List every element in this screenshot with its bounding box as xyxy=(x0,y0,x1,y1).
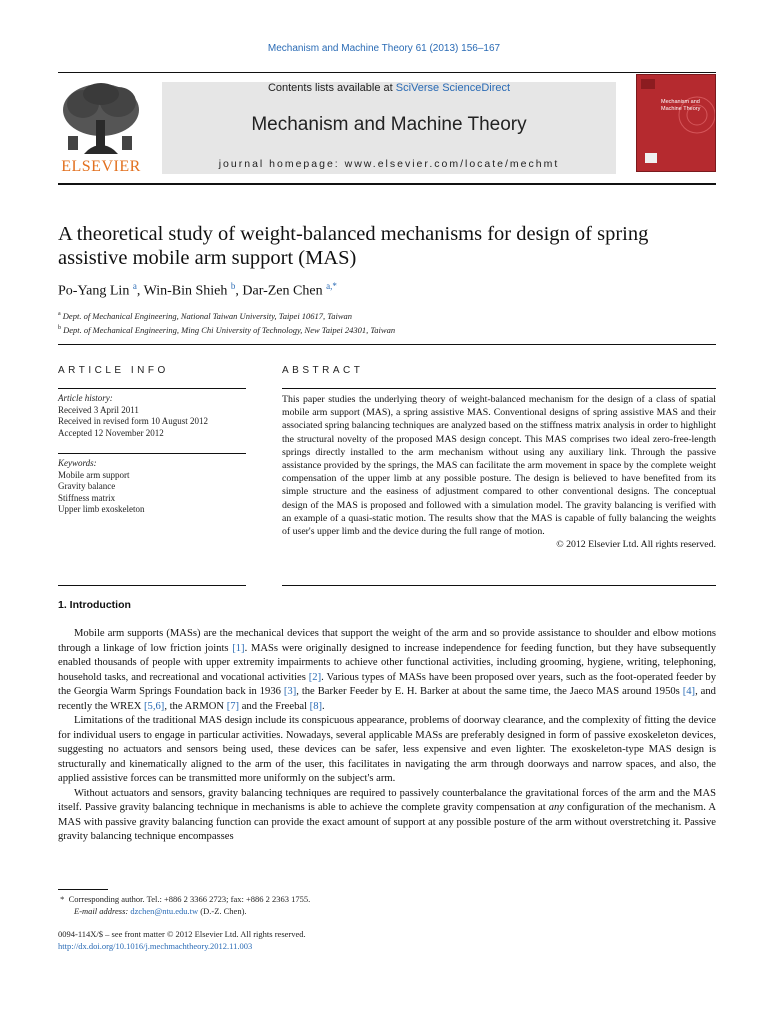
introduction-body xyxy=(58,627,716,845)
reference-link[interactable]: [8] xyxy=(309,700,323,712)
keywords-rule xyxy=(58,453,246,454)
text-run: . Various types of MASs have been proposed over years, such as the foot-operated feeder by the Georgia Warm Springs Foundation back in 1936 xyxy=(58,671,716,697)
emphasis: any xyxy=(548,802,565,813)
reference-link[interactable]: [2] xyxy=(308,671,322,683)
journal-citation[interactable]: Mechanism and Machine Theory 61 (2013) 156–167 xyxy=(267,43,501,54)
author-name: Win-Bin Shieh xyxy=(143,283,228,299)
email-suffix: (D.-Z. Chen). xyxy=(198,906,247,916)
history-item: Accepted 12 November 2012 xyxy=(58,427,164,438)
email-label: E-mail address: xyxy=(74,906,131,916)
author-list: Po-Yang Lin $^a$, Win-Bin Shieh $^b$, Dar-Zen Chen $^{a,*}$ xyxy=(58,281,337,299)
author-affiliation-mark[interactable]: b xyxy=(230,281,236,291)
text-run: . xyxy=(322,700,325,712)
journal-banner xyxy=(162,82,616,174)
affiliation-mark: b xyxy=(58,324,61,331)
doi-link[interactable]: http://dx.doi.org/10.1016/j.mechmachtheory.2012.11.003 xyxy=(58,941,253,951)
footnote-rule xyxy=(58,889,108,890)
body-paragraph: Limitations of the traditional MAS design include its conspicuous appearance, problems of doorway clearance, and the complexity of fitting the device for individual users to engage in particular activities. Nowadays, several applicable MASs are preferably designed in form of passive exoskeleton devices, suggesting no actuators and sensors being used, these devices can be safer, less expensive and even lighter. The exoskeleton-type MAS design is structurally and kinematically aligned to the arm of the user, this facilitates in navigating the arm through doorways and narrow spaces, and also, the applied assistive forces can be transmitted more uniformly on the subject's arm. xyxy=(58,715,716,784)
text-run: Mobile arm supports (MASs) are the mechanical devices that support the weight of the arm and so provide assistance to shoulder and elbow motions through a linkage of low friction joints xyxy=(58,628,716,654)
abstract-paragraph: This paper studies the underlying theory of weight-balanced mechanism for the design of a class of spatial mobile arm support (MAS), a spring assistive MAS. Conventional designs of spring assistive MAS and their associated spring balancing techniques are analyzed based on the stiffness matrix analysis in order to highlight the structural novelty of the proposed MAS design concept. This MAS comprises two ideal zero-free-length springs directly installed to the arm mechanism without using any auxiliary link. Through the passive assistance provided by the springs, the MAS can facilitate the arm movement in space by the complete weight compensation of the upper limb at any possible posture. The design is believed to have benefited from its simple structure and the easiness of adjustment compared to other conventional designs. The conceptual design of the MAS is proposed and followed with a simulation model. The gravity balancing is verified with an example of a quasi-static motion. The results show that the MAS is capable of fully balancing the weights of user's upper limb and the device during the full range of motion. xyxy=(282,394,716,538)
keyword-item: Upper limb exoskeleton xyxy=(58,504,145,514)
abstract-rule xyxy=(282,388,716,389)
abstract-body xyxy=(282,393,716,551)
text-run: , the Barker Feeder by E. H. Barker at about the same time, the Jaeco MAS around 1950s xyxy=(296,686,683,697)
affiliation-text: Dept. of Mechanical Engineering, Ming Chi University of Technology, New Taipei 24301, Taiwan xyxy=(63,324,396,335)
header-bottom-rule xyxy=(58,183,716,185)
journal-cover-thumbnail xyxy=(636,74,716,172)
keyword-item: Stiffness matrix xyxy=(58,492,116,503)
affiliation-mark: a xyxy=(58,311,61,317)
homepage-line xyxy=(162,158,616,170)
author-affiliation-mark[interactable]: a xyxy=(132,281,137,291)
homepage-link[interactable]: www.elsevier.com/locate/mechmt xyxy=(344,158,560,170)
email-link[interactable]: dzchen@ntu.edu.tw xyxy=(130,906,199,916)
reference-link[interactable]: [7] xyxy=(226,700,240,712)
affiliation-line xyxy=(58,322,395,336)
reference-link[interactable]: [5,6] xyxy=(144,700,165,712)
history-label: Article history: xyxy=(58,393,113,403)
contents-line xyxy=(162,82,616,94)
homepage-prefix: journal homepage: xyxy=(218,158,345,170)
affiliations xyxy=(58,308,395,336)
reference-link[interactable]: [3] xyxy=(283,686,297,697)
author-name: Po-Yang Lin xyxy=(58,283,130,299)
keyword-item: Gravity balance xyxy=(58,481,116,491)
article-history xyxy=(58,393,208,439)
article-info-bottom-rule xyxy=(58,585,246,586)
section-heading-introduction: 1. Introduction xyxy=(58,599,131,611)
footnote-line xyxy=(58,893,310,905)
text-run: and the Freebal xyxy=(239,700,310,712)
text-run: Without actuators and sensors, gravity balancing techniques are required to passively counterbalance the gravitational forces of the arm and the MAS itself. Passive gravity balancing technique in mechanisms is able to achieve the complete gravity compensation at xyxy=(58,787,716,813)
sciencedirect-link[interactable]: SciVerse ScienceDirect xyxy=(395,82,511,94)
keyword-item: Mobile arm support xyxy=(58,469,130,480)
text-run: , the ARMON xyxy=(164,700,227,712)
footnote-mark: * xyxy=(60,894,65,904)
text-run: configuration of the mechanism. A MAS with passive gravity balancing function can provide the exact amount of support at any possible posture of the arm without overstretching it. Passive gravity balancing technique encompasses xyxy=(58,802,716,842)
history-item: Received in revised form 10 August 2012 xyxy=(58,416,208,426)
cover-pattern xyxy=(637,75,715,171)
footnote-email-line xyxy=(58,905,310,917)
journal-title: Mechanism and Machine Theory xyxy=(251,114,527,135)
author-affiliation-mark[interactable]: a,* xyxy=(326,281,337,291)
copyright-line: © 2012 Elsevier Ltd. All rights reserved. xyxy=(556,539,716,551)
history-item: Received 3 April 2011 xyxy=(58,404,139,415)
issn-line: 0094-114X/$ – see front matter © 2012 Elsevier Ltd. All rights reserved. xyxy=(58,929,306,939)
abstract-bottom-rule xyxy=(282,585,716,586)
affiliation-rule xyxy=(58,344,716,345)
body-paragraph xyxy=(58,627,716,714)
reference-link[interactable]: [4] xyxy=(682,686,696,697)
top-rule xyxy=(58,72,716,73)
text-run: . MASs were originally designed to increase independence for feeding function, but they have subsequently enabled thousands of people with upper extremity impairments to achieve other functional activities, including grooming, hygiene, writing, telephoning, household tasks, and recreational and vocational activities xyxy=(58,642,716,683)
footnote-text: Corresponding author. Tel.: +886 2 3366 2723; fax: +886 2 2363 1755. xyxy=(68,894,311,904)
author-name: Dar-Zen Chen xyxy=(242,283,323,299)
abstract-heading: ABSTRACT xyxy=(282,365,364,376)
article-info-rule xyxy=(58,388,246,389)
article-info-heading: ARTICLE INFO xyxy=(58,365,169,376)
affiliation-line xyxy=(58,308,395,322)
reference-link[interactable]: [1] xyxy=(232,642,245,654)
publisher-wordmark: ELSEVIER xyxy=(61,158,141,175)
keywords-label: Keywords: xyxy=(58,458,97,468)
keywords xyxy=(58,458,144,516)
paper-title: A theoretical study of weight-balanced mechanisms for design of spring assistive mobile arm support (MAS) xyxy=(58,223,649,269)
cover-title: Mechanism and Machine Theory xyxy=(661,99,701,112)
footnote xyxy=(58,893,310,917)
text-run: , and recently the WREX xyxy=(58,686,716,712)
affiliation-text: Dept. of Mechanical Engineering, National Taiwan University, Taipei 10617, Taiwan xyxy=(62,310,353,321)
page-footer xyxy=(58,928,306,952)
contents-prefix: Contents lists available at xyxy=(267,82,396,94)
body-paragraph xyxy=(58,787,716,845)
